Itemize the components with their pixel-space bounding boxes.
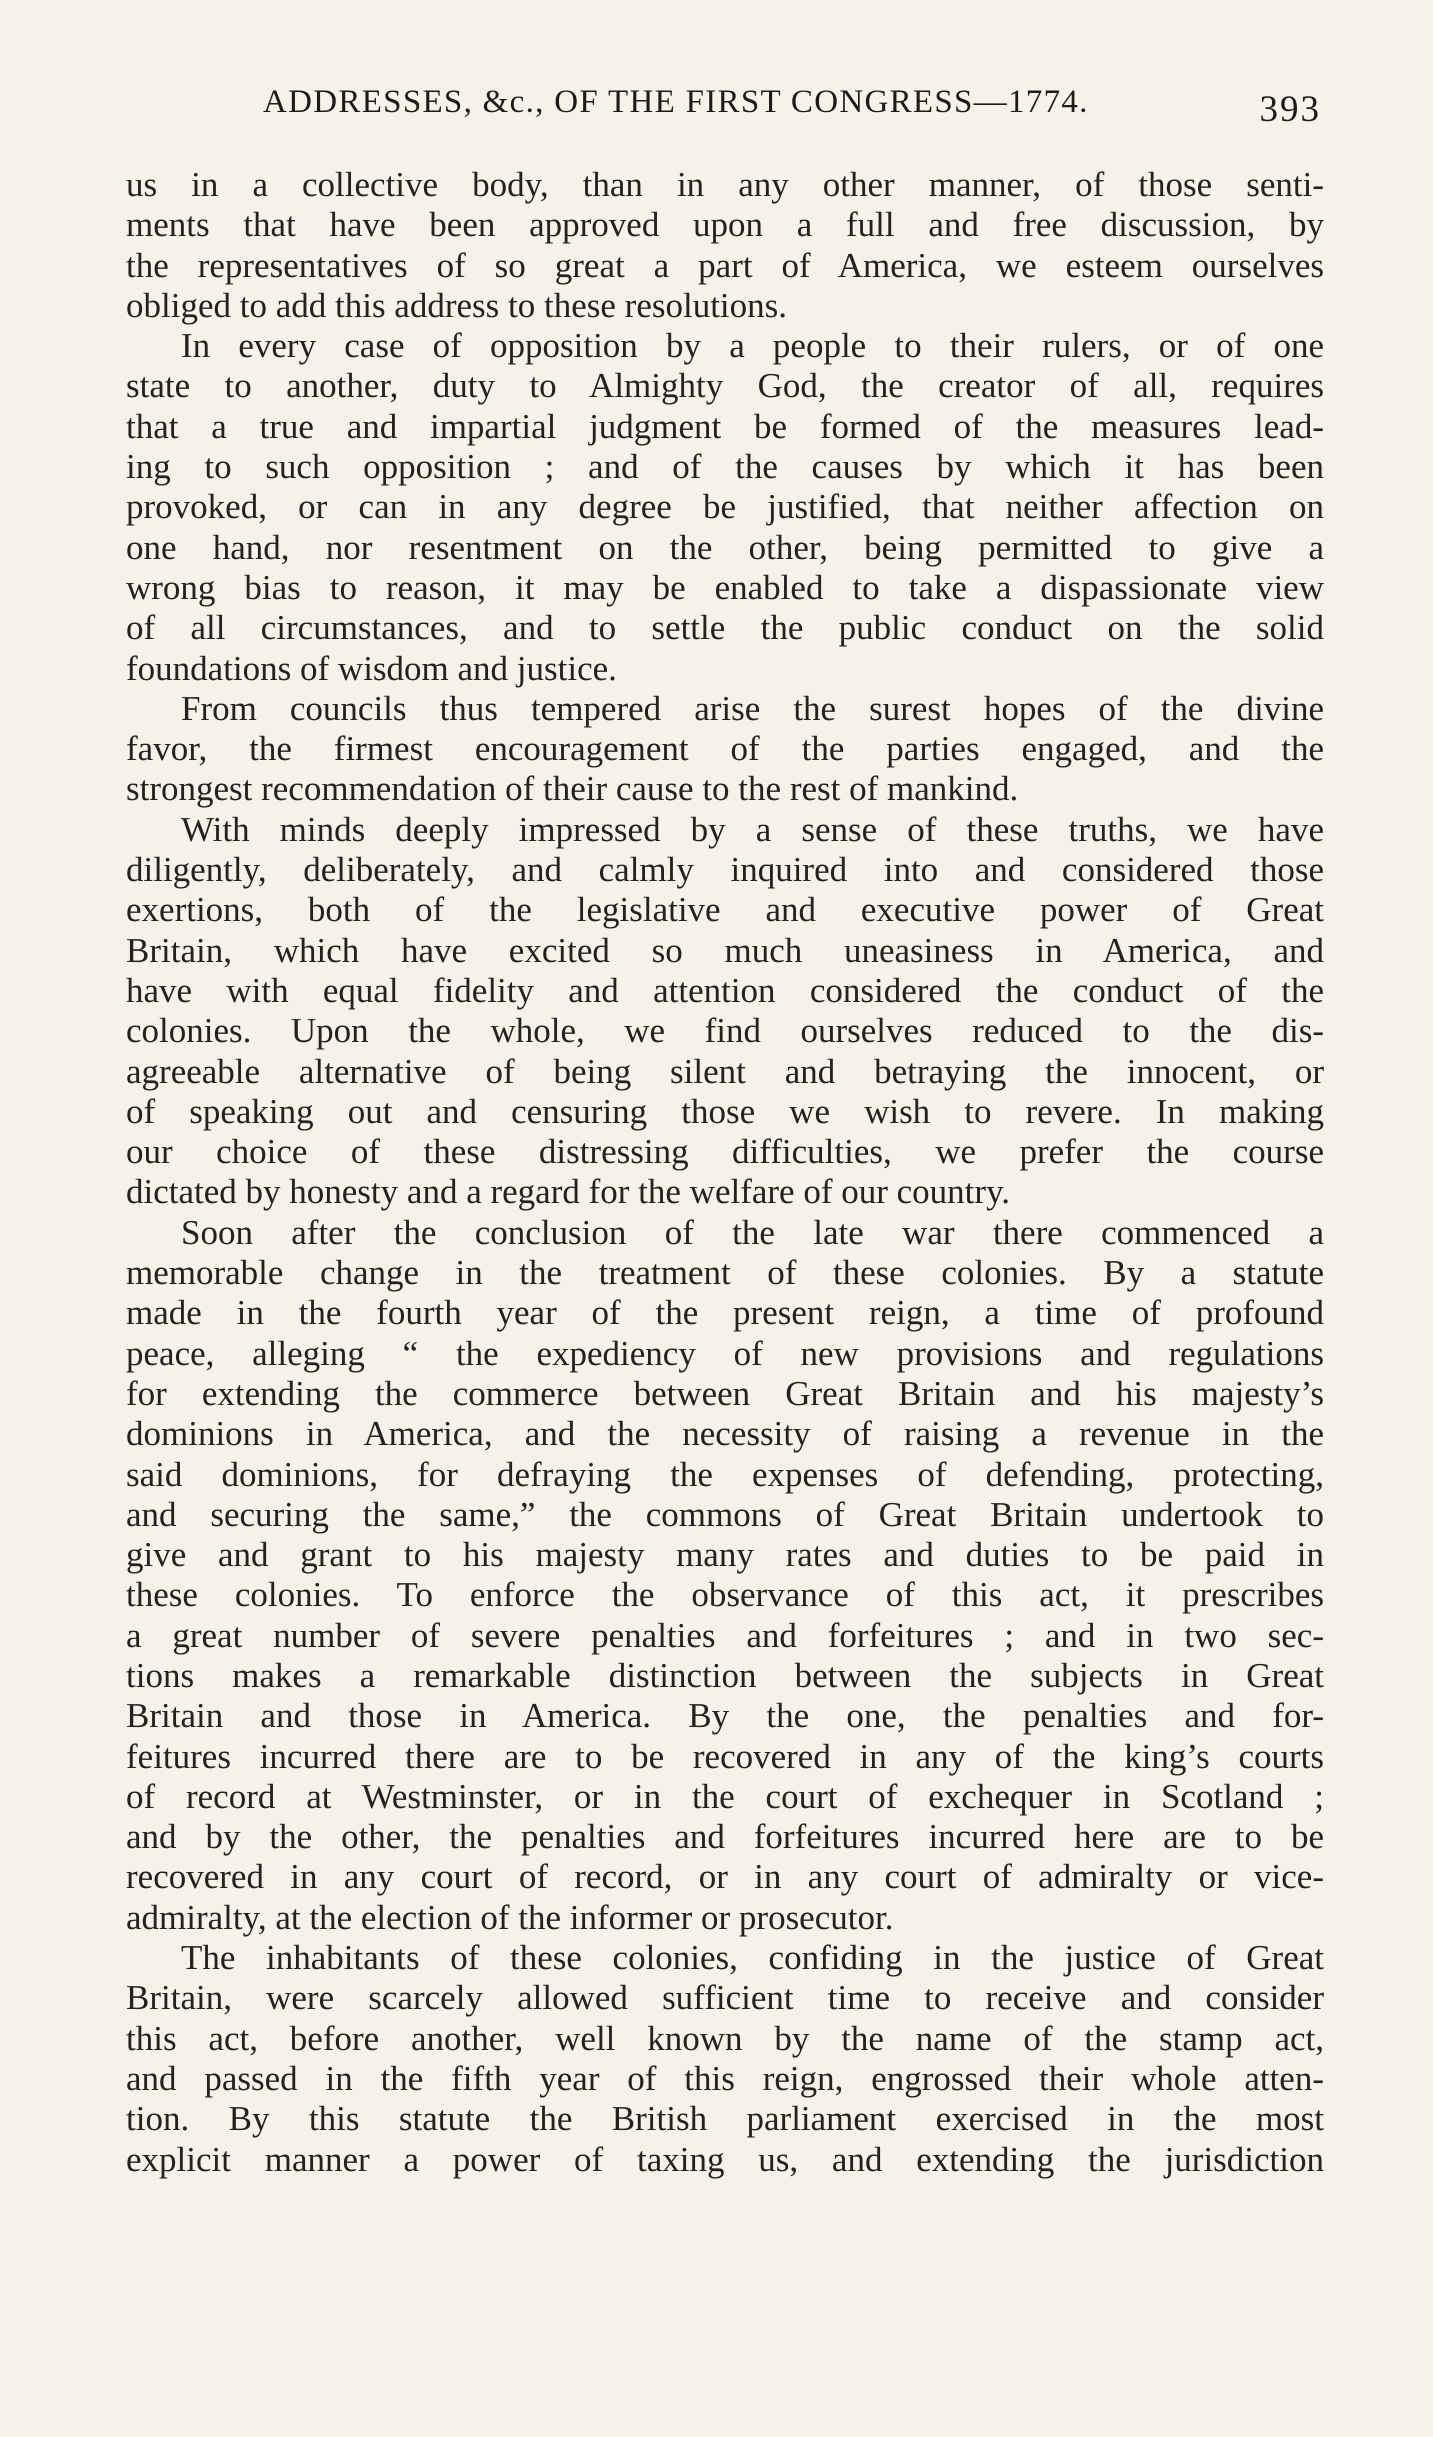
text-line: of speaking out and censuring those we wish to revere. In making (126, 1091, 1324, 1131)
text-line: state to another, duty to Almighty God, the creator of all, requires (126, 366, 1324, 406)
text-line: In every case of opposition by a people to their rulers, or of one (181, 326, 1324, 366)
text-line: that a true and impartial judgment be formed of the measures lead- (126, 406, 1324, 446)
text-line: peace, alleging “ the expediency of new provisions and regulations (126, 1333, 1324, 1373)
text-line: exertions, both of the legislative and executive power of Great (126, 890, 1324, 930)
text-line: one hand, nor resentment on the other, being permitted to give a (126, 527, 1324, 567)
text-line: provoked, or can in any degree be justified, that neither affection on (126, 487, 1324, 527)
text-line: made in the fourth year of the present reign, a time of profound (126, 1293, 1324, 1333)
text-line: tion. By this statute the British parliament exercised in the most (126, 2099, 1324, 2139)
text-line: foundations of wisdom and justice. (126, 648, 617, 688)
text-line: explicit manner a power of taxing us, and extending the jurisdiction (126, 2139, 1324, 2179)
text-line: strongest recommendation of their cause to the rest of mankind. (126, 769, 1019, 809)
text-line: The inhabitants of these colonies, confiding in the justice of Great (181, 1938, 1324, 1978)
text-line: Britain and those in America. By the one, the penalties and for- (126, 1696, 1324, 1736)
text-line: favor, the firmest encouragement of the parties engaged, and the (126, 729, 1324, 769)
text-line: these colonies. To enforce the observance of this act, it prescribes (126, 1575, 1324, 1615)
text-line: memorable change in the treatment of these colonies. By a statute (126, 1253, 1324, 1293)
text-line: ing to such opposition ; and of the causes by which it has been (126, 447, 1324, 487)
text-line: recovered in any court of record, or in any court of admiralty or vice- (126, 1857, 1324, 1897)
text-line: dictated by honesty and a regard for the welfare of our country. (126, 1172, 1011, 1212)
running-head-title: ADDRESSES, &c., OF THE FIRST CONGRESS—1774. (263, 84, 1089, 120)
text-line: diligently, deliberately, and calmly inquired into and considered those (126, 850, 1324, 890)
running-head (263, 86, 1321, 138)
body-text (126, 165, 1324, 2305)
text-line: obliged to add this address to these resolutions. (126, 285, 788, 325)
text-line: our choice of these distressing difficulties, we prefer the course (126, 1132, 1324, 1172)
text-line: dominions in America, and the necessity of raising a revenue in the (126, 1414, 1324, 1454)
text-line: this act, before another, well known by the name of the stamp act, (126, 2018, 1324, 2058)
text-line: for extending the commerce between Great Britain and his majesty’s (126, 1373, 1324, 1413)
text-line: From councils thus tempered arise the surest hopes of the divine (181, 688, 1324, 728)
text-line: tions makes a remarkable distinction between the subjects in Great (126, 1655, 1324, 1695)
text-line: have with equal fidelity and attention considered the conduct of the (126, 970, 1324, 1010)
text-line: and securing the same,” the commons of Great Britain undertook to (126, 1494, 1324, 1534)
text-line: the representatives of so great a part of America, we esteem ourselves (126, 245, 1324, 285)
text-line: agreeable alternative of being silent and betraying the innocent, or (126, 1051, 1324, 1091)
text-line: of all circumstances, and to settle the public conduct on the solid (126, 608, 1324, 648)
text-line: and passed in the fifth year of this reign, engrossed their whole atten- (126, 2058, 1324, 2098)
text-line: Britain, which have excited so much uneasiness in America, and (126, 930, 1324, 970)
text-line: us in a collective body, than in any other manner, of those senti- (126, 165, 1324, 204)
text-line: ments that have been approved upon a full and free discussion, by (126, 205, 1324, 245)
text-line: Britain, were scarcely allowed sufficient time to receive and consider (126, 1978, 1324, 2018)
text-line: wrong bias to reason, it may be enabled to take a dispassionate view (126, 567, 1324, 607)
text-line: Soon after the conclusion of the late war there commenced a (181, 1212, 1324, 1252)
text-line: admiralty, at the election of the informer or prosecutor. (126, 1897, 894, 1937)
text-line: With minds deeply impressed by a sense of these truths, we have (181, 809, 1324, 849)
text-line: colonies. Upon the whole, we find ourselves reduced to the dis- (126, 1011, 1324, 1051)
text-line: said dominions, for defraying the expenses of defending, protecting, (126, 1454, 1324, 1494)
text-line: and by the other, the penalties and forfeitures incurred here are to be (126, 1817, 1324, 1857)
text-line: feitures incurred there are to be recovered in any of the king’s courts (126, 1736, 1324, 1776)
text-line: a great number of severe penalties and forfeitures ; and in two sec- (126, 1615, 1324, 1655)
page-number: 393 (1259, 89, 1321, 130)
text-line: give and grant to his majesty many rates and duties to be paid in (126, 1535, 1324, 1575)
text-line: of record at Westminster, or in the court of exchequer in Scotland ; (126, 1776, 1324, 1816)
